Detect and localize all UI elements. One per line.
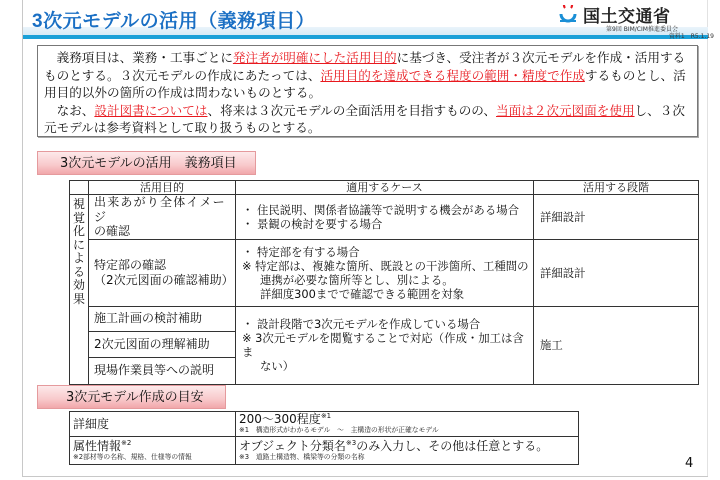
body-text: するものとし、活用目的以外の箇所の作成は問わないものとする。: [44, 67, 686, 101]
case-line: ※ 3次元モデルを閲覧することで対応（作成・加工は含ま: [242, 331, 524, 359]
key-text: 詳細度: [73, 416, 110, 431]
intro-textbox: [37, 45, 698, 137]
purpose-cell: 施工計画の検討補助: [89, 306, 236, 331]
group-char: 化: [72, 224, 85, 238]
group-char: る: [72, 264, 85, 279]
case-line: ・ 設計段階で3次元モデルを作成している場合: [242, 317, 481, 331]
purpose-cell: [89, 195, 236, 240]
stage-cell: 施工: [534, 306, 699, 384]
page-title: 3次元モデルの活用（義務項目）: [32, 11, 316, 32]
intro-paragraph-1: [44, 49, 691, 102]
body-text: に基づき、受注者が３次元モデルを作成・活用するものとする。３次元モデルの作成にあたっては、: [44, 50, 686, 83]
case-line: 連携が必要な箇所等とし、別による。: [260, 272, 454, 287]
group-char: 視: [72, 197, 85, 211]
footnote-ref: ※1: [320, 412, 332, 420]
key-note: ※2部材等の名称、規格、仕様等の情報: [73, 452, 192, 461]
usage-table: [69, 180, 699, 385]
document-label: 資料1 R5.1.19: [668, 33, 714, 40]
table-row: [70, 437, 579, 465]
ministry-logo: [558, 4, 671, 24]
slide-border-bottom: [22, 476, 708, 477]
group-char: 効: [72, 278, 85, 292]
key-label: [73, 440, 235, 453]
purpose-cell: 2次元図面の理解補助: [89, 331, 236, 357]
org-name: 国土交通省: [583, 6, 671, 26]
header-cell-stage: 活用する段階: [534, 181, 699, 195]
body-text: 義務項目は、業務・工事ごとに: [56, 50, 233, 65]
highlighted-text: 当面は２次元図面を使用: [496, 102, 635, 118]
case-cell: [236, 306, 534, 384]
body-text: し、３次元モデルは参考資料として取り扱うものとする。: [44, 102, 685, 136]
value-text: [239, 440, 578, 453]
header-cell-empty: [70, 181, 89, 195]
group-char: 果: [72, 291, 85, 306]
meeting-label: 第9回 BIM/CIM推進委員会: [606, 26, 678, 33]
case-line: ・ 景観の検討を要する場合: [242, 216, 383, 231]
group-char: 覚: [72, 210, 85, 225]
table-row: [70, 195, 699, 240]
footnote-ref: ※3: [345, 438, 357, 447]
case-cell: [236, 239, 534, 306]
table-header-row: [70, 181, 699, 195]
group-char: よ: [72, 251, 85, 265]
header-cell-purpose: 活用目的: [89, 181, 236, 195]
value-cell-attribute-info: [236, 437, 579, 465]
highlighted-text: 設計図書については: [94, 102, 208, 118]
mlit-logo-icon: [558, 5, 578, 23]
case-line: ・ 住民説明、関係者協議等で説明する機会がある場合: [242, 202, 519, 217]
case-cell: [236, 195, 534, 240]
body-text: なお、: [56, 102, 95, 118]
case-line: ない）: [260, 359, 295, 373]
header-cell-case: 適用するケース: [236, 181, 534, 195]
case-line: ※ 特定部は、複雑な箇所、既設との干渉箇所、工種間の: [242, 258, 529, 273]
slide-border-left: [22, 0, 23, 476]
purpose-cell: 現場作業員等への説明: [89, 357, 236, 384]
slide-border-right: [707, 0, 708, 476]
section-label-usage: 3次元モデルの活用 義務項目: [37, 151, 256, 175]
case-line: ・ 特定部を有する場合: [242, 244, 360, 259]
table-row: [70, 239, 699, 306]
stage-cell: 詳細設計: [534, 239, 699, 306]
purpose-cell: [89, 239, 236, 306]
key-label: [73, 418, 235, 431]
intro-paragraph-2: [44, 102, 691, 137]
group-char: に: [72, 237, 85, 252]
purpose-line: 出来あがり全体イメージ: [94, 195, 226, 224]
value-note: ※1 構造形式がわかるモデル ～ 主構造の形状が正確なモデル: [239, 426, 439, 434]
value-text: [239, 413, 578, 426]
page-number: 4: [685, 456, 694, 471]
key-text: 属性情報: [73, 438, 122, 453]
value-rest: のみ入力し、その他は任意とする。: [356, 438, 549, 453]
purpose-line: の確認: [94, 224, 131, 238]
value-note: ※3 道路土構造物、橋梁等の分類の名称: [239, 452, 365, 461]
value-cell-detail-level: [236, 412, 579, 437]
value-main: オブジェクト分類名: [239, 438, 346, 453]
value-main: 200～300程度: [239, 412, 321, 426]
section-label-guideline: 3次元モデル作成の目安: [37, 385, 226, 409]
purpose-line: （2次元図面の確認補助）: [94, 272, 234, 287]
footnote-ref: ※2: [121, 438, 132, 447]
table-row: [70, 412, 579, 437]
guideline-table: [69, 411, 579, 465]
key-cell-attribute-info: [70, 437, 236, 465]
highlighted-text: 発注者が明確にした活用目的: [232, 50, 397, 65]
stage-cell: 詳細設計: [534, 195, 699, 240]
body-text: 、将来は３次元モデルの全面活用を目指すものの、: [207, 102, 496, 118]
group-label-visualization: [70, 195, 89, 385]
header-rule: [23, 35, 708, 39]
table-row: [70, 306, 699, 331]
key-cell-detail-level: [70, 412, 236, 437]
highlighted-text: 活用目的を達成できる程度の範囲・精度で作成: [320, 67, 585, 83]
case-line: 詳細度300までで確認できる範囲を対象: [260, 286, 464, 301]
purpose-line: 特定部の確認: [94, 258, 167, 272]
